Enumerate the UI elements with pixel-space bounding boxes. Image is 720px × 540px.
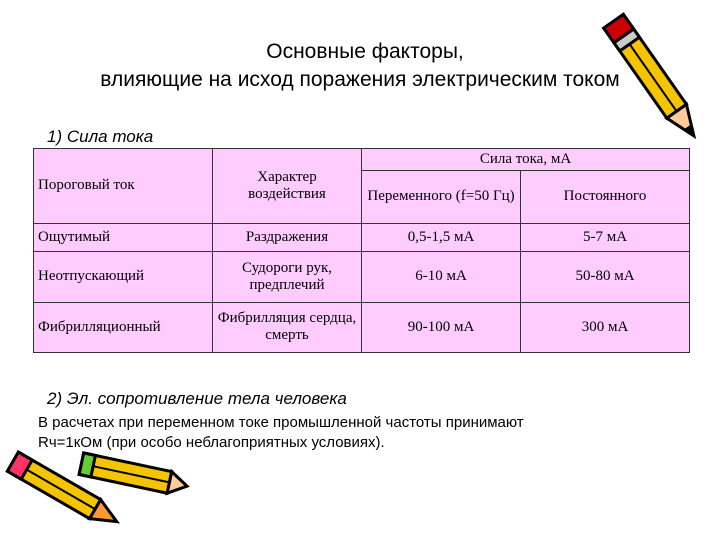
table-row-3-dc: 300 мА [521,302,690,353]
header-ac: Переменного (f=50 Гц) [362,171,521,224]
table-row-2-ac: 6-10 мА [362,252,521,302]
section-1-heading: 1) Сила тока [47,127,154,146]
header-dc: Постоянного [521,171,690,224]
header-threshold: Пороговый ток [34,149,213,224]
pencil-icon-top-right [590,0,710,150]
table-row-2-effect: Судороги рук, предплечий [213,252,362,302]
table-row-1-ac: 0,5-1,5 мА [362,223,521,251]
section-2-heading: 2) Эл. сопротивление тела человека [47,389,347,408]
table-row-2-threshold: Неотпускающий [34,252,213,302]
paragraph-line-2: Rч=1кОм (при особо неблагоприятных условиях). [38,434,385,451]
table-row-3-ac: 90-100 мА [362,302,521,353]
title-line-2: влияющие на исход поражения электрическим током [100,68,620,91]
table-row-3-effect: Фибрилляция сердца, смерть [213,302,362,353]
table-row-1-dc: 5-7 мА [521,223,690,251]
table-row-3-threshold: Фибрилляционный [34,302,213,353]
table-row-1-threshold: Ощутимый [34,223,213,251]
pencil-icon-bottom-right [60,440,190,510]
table-row-1-effect: Раздражения [213,223,362,251]
table-row-2-dc: 50-80 мА [521,252,690,302]
title-line-1: Основные факторы, [266,40,464,63]
header-current: Сила тока, мА [362,149,690,171]
header-effect: Характер воздействия [213,149,362,224]
paragraph-line-1: В расчетах при переменном токе промышленной частоты принимают [38,414,524,431]
current-table [33,148,690,353]
